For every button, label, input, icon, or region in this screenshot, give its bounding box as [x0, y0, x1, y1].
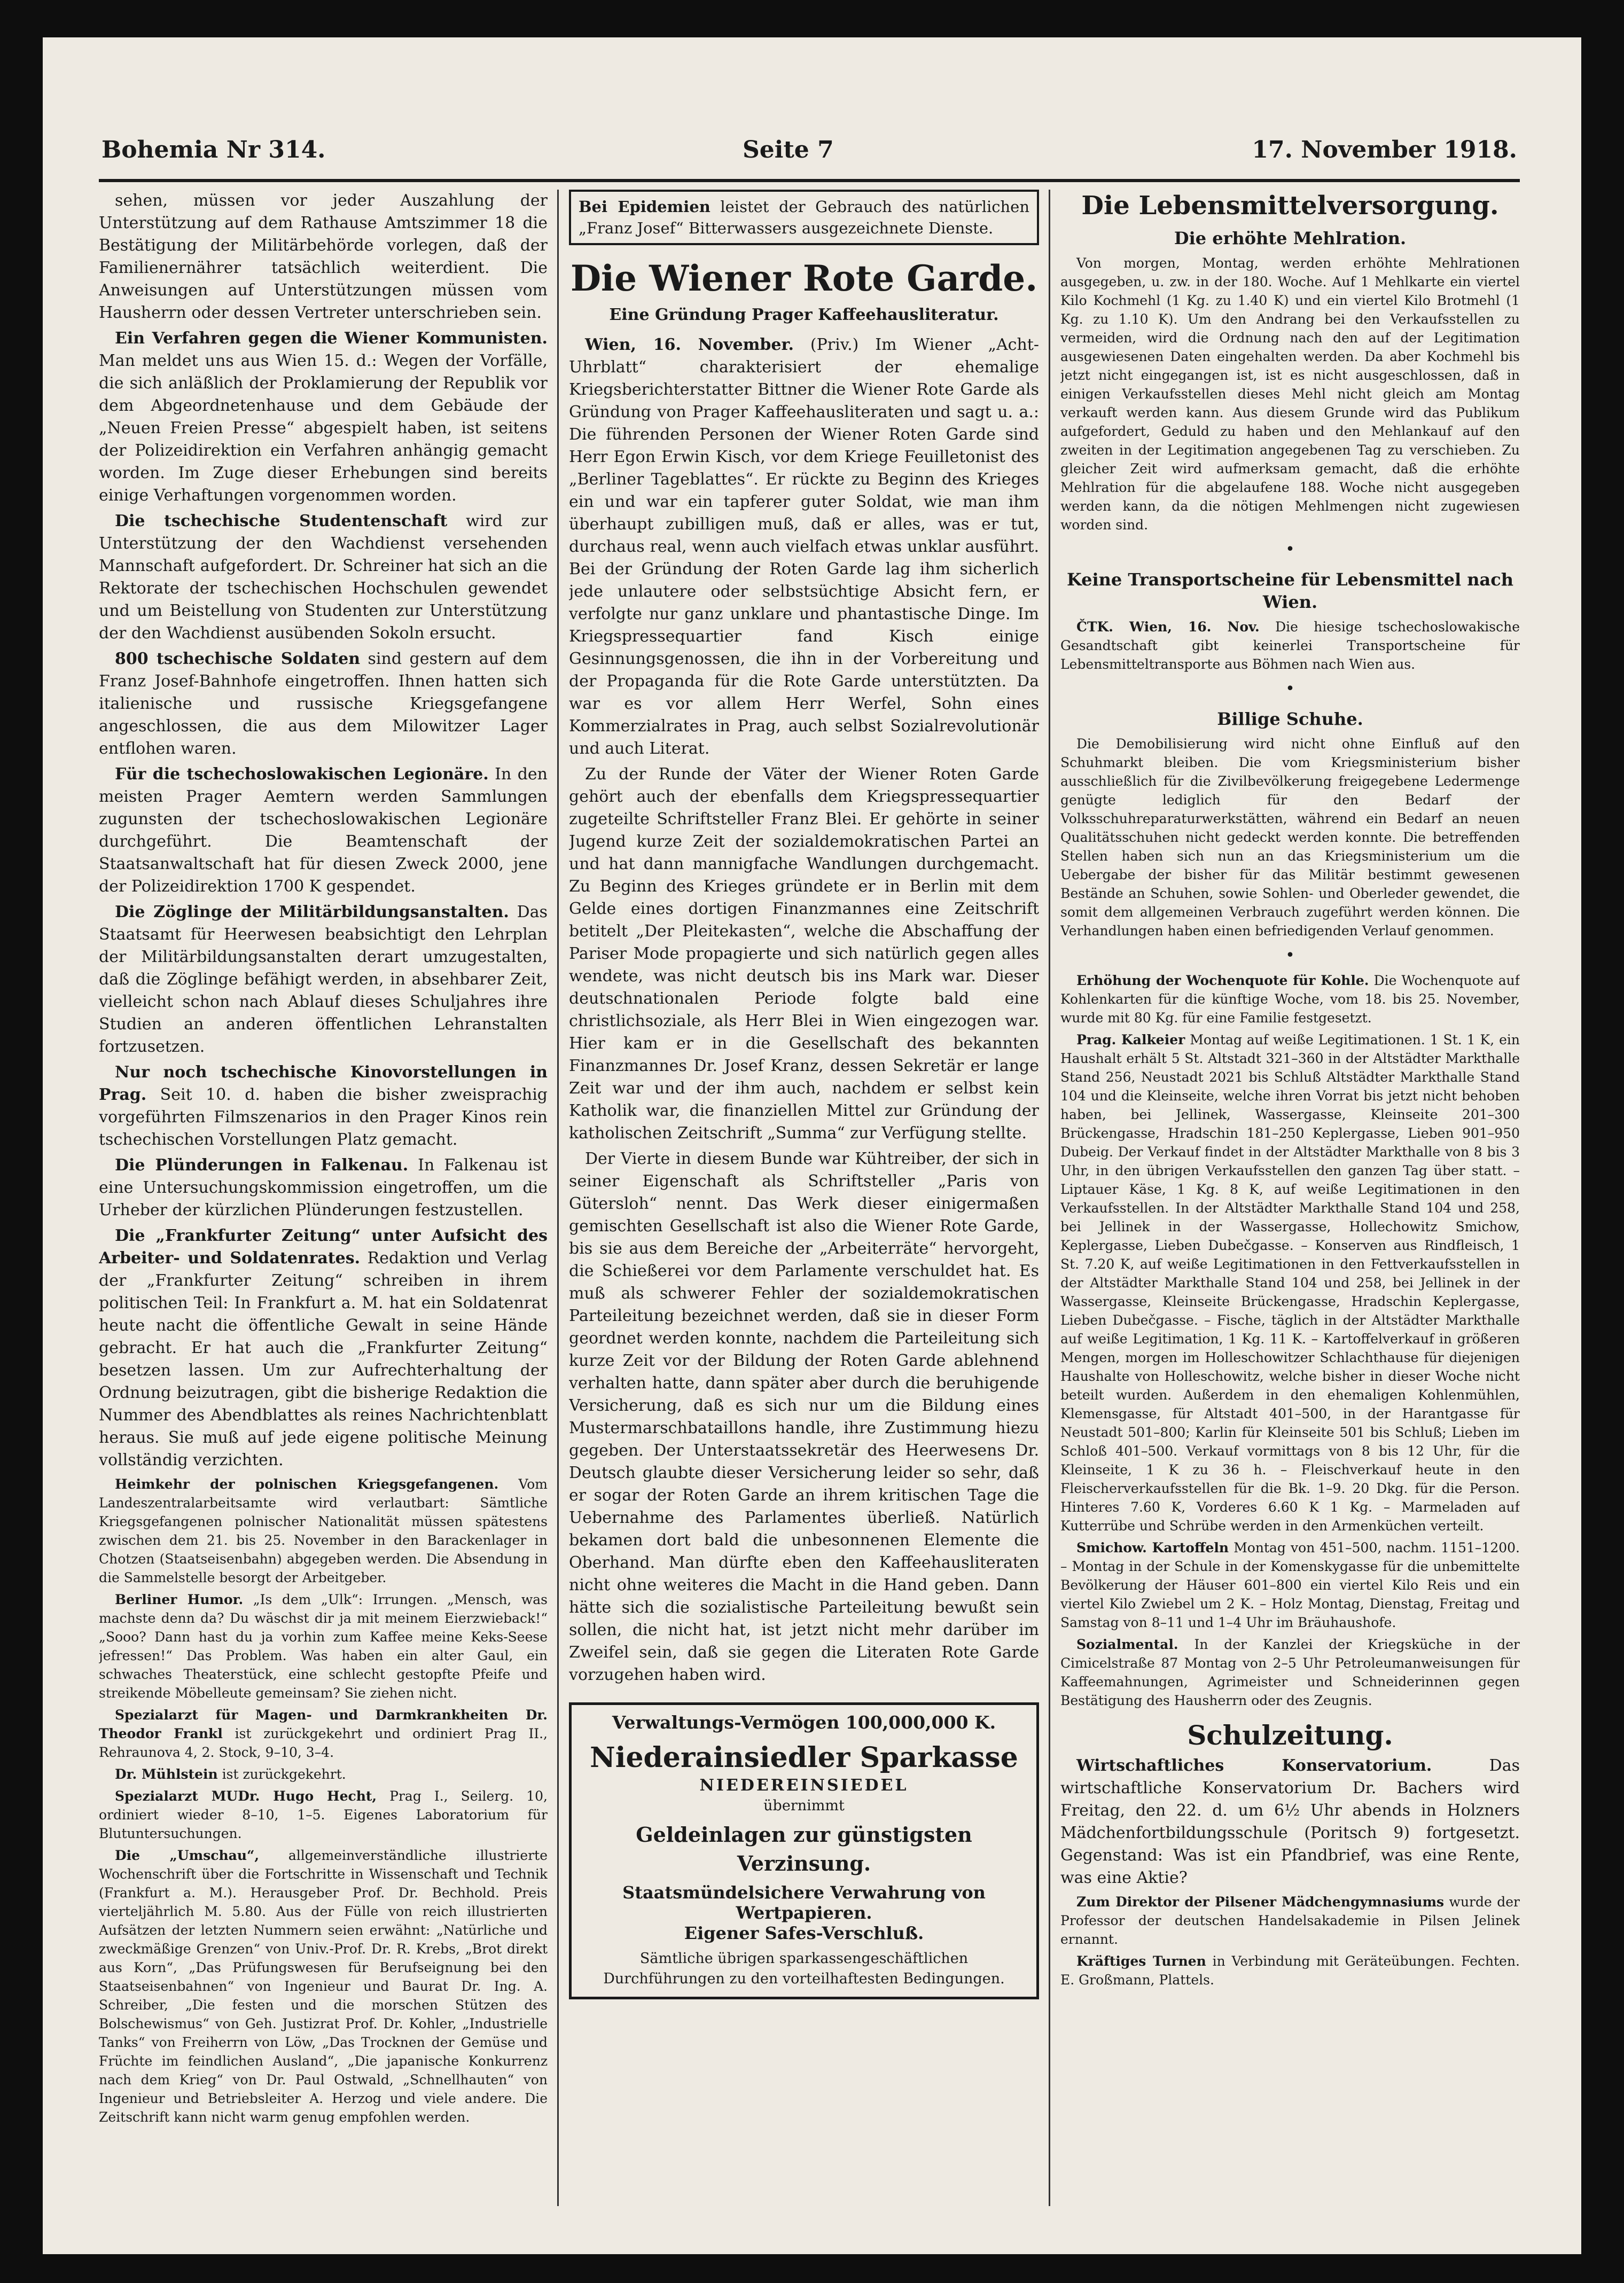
ad-line: Staatsmündelsichere Verwahrung von Wertpapieren.: [622, 1882, 986, 1923]
paragraph: [99, 510, 548, 645]
paragraph: [569, 763, 1039, 1145]
paragraph-text: Redaktion und Verlag der „Frankfurter Zeitung“ schreiben in ihrem politischen Teil: In Frankfurt a. M. hat ein Soldatenrat heute nacht die öffentliche Gewalt in seine Hände gebracht. Er hat auch die „Frankfurter Zeitung“ besetzen lassen. Um zur Aufrechterhaltung der Ordnung beizutragen, gibt die bisherige Redaktion die Nummer des Abendblattes als reines Nachrichtenblatt heraus. Sie muß auf jede eigene politische Meinung vollständig verzichten.: [99, 1249, 548, 1469]
advertisement: [569, 1702, 1039, 1999]
paragraph: [99, 648, 548, 760]
paragraph: [99, 1590, 548, 1702]
paragraph-text: Das wirtschaftliche Konservatorium Dr. Bachers wird Freitag, den 22. d. um 6½ Uhr abends in Holzners Mädchenfortbildungsschule (Poritsch 9) fortgesetzt. Gegenstand: Was ist ein Pfandbrief, was eine Rente, was eine Aktie?: [1060, 1756, 1520, 1887]
ad-line: übernimmt: [763, 1797, 845, 1814]
paragraph: [99, 1061, 548, 1151]
paragraph-lead: Kräftiges Turnen: [1076, 1953, 1206, 1969]
paragraph: [99, 1706, 548, 1762]
paragraph-lead: Wirtschaftliches Konservatorium.: [1076, 1756, 1432, 1775]
paragraph-text: wird zur Unterstützung der den Wachdienst versehenden Mannschaft aufgefordert. Dr. Schreiner hat sich an die Rektorate der tschechischen Hochschulen gewendet und um Beistellung von Studenten zur Unterstützung der den Wachdienst ausübenden Sokoln ersucht.: [99, 512, 548, 643]
paragraph: [1060, 1030, 1520, 1535]
paragraph-lead: Berliner Humor.: [115, 1592, 244, 1607]
notice-text: leistet der Gebrauch des natürlichen „Franz Josef“ Bitterwassers ausgezeichnete Dienste.: [579, 198, 1030, 237]
paragraph: [569, 334, 1039, 760]
paragraph-lead: Wien, 16. November.: [585, 335, 794, 354]
paragraph: [1060, 1538, 1520, 1632]
separator-dot: •: [1285, 946, 1295, 965]
paragraph: [1060, 617, 1520, 674]
paragraph-lead: Zum Direktor der Pilsener Mädchengymnasiums: [1076, 1894, 1445, 1910]
paragraph: [99, 1765, 548, 1784]
paragraph-lead: 800 tschechische Soldaten: [115, 650, 361, 668]
paragraph: [99, 901, 548, 1058]
issue-number: Bohemia Nr 314.: [102, 136, 326, 163]
separator-dot: •: [1285, 540, 1295, 559]
column-left: [99, 190, 548, 2206]
paragraph-lead: Spezialarzt für Magen- und Darmkrankheiten Dr. Theodor Frankl: [99, 1707, 548, 1741]
paragraph-text: sehen, müssen vor jeder Auszahlung der Unterstützung auf dem Rathause Amtszimmer 18 die Bestätigung der Militärbehörde vorlegen, daß der Familienernährer tatsächlich weiterdient. Die Anweisungen auf Unterstützungen müssen vom Hausherrn oder dessen Vertreter unterschrieben sein.: [99, 191, 548, 322]
newspaper-page: [43, 37, 1581, 2254]
paragraph-lead: Erhöhung der Wochenquote für Kohle.: [1076, 973, 1369, 988]
article-subtitle: Eine Gründung Prager Kaffeehausliteratur.: [609, 306, 999, 324]
paragraph: [99, 1154, 548, 1222]
paragraph-lead: Heimkehr der polnischen Kriegsgefangenen.: [115, 1476, 499, 1492]
section-title: Die Lebensmittelversorgung.: [1081, 191, 1499, 221]
issue-date: 17. November 1918.: [1252, 136, 1517, 163]
paragraph-text: Montag von 451–500, nachm. 1151–1200. – Montag in der Schule in der Komenskygasse für die unbemittelte Bevölkerung der Häuser 601–800 ein viertel Kilo Reis und ein viertel Kilo Zwiebel um 2 K. – Holz Montag, Dienstag, Freitag und Samstag von 8–11 und 1–4 Uhr im Bräuhaushofe.: [1060, 1540, 1520, 1630]
paragraph-lead: Ein Verfahren gegen die Wiener Kommunisten.: [115, 329, 548, 348]
paragraph: [99, 1846, 548, 2126]
paragraph: Von morgen, Montag, werden erhöhte Mehlrationen ausgegeben, u. zw. in der 180. Woche. Auf 1 Mehlkarte ein viertel Kilo Kochmehl (1 Kg. zu 1.40 K) und ein viertel Kilo Brotmehl (1 Kg. zu 1.10 K). Um den Andrang bei den Verkaufsstellen zu vermeiden, wird die Ordnung nach den auf der Legitimation ausgewiesenen Daten eingehalten werden. Da aber Kochmehl bis jetzt nicht eingegangen ist, ist es nicht ausgeschlossen, daß in einigen Verkaufsstellen dieses Mehl nicht gleich am Montag verkauft werden kann. Aus diesem Grunde wird das Publikum aufgefordert, Geduld zu haben und den Mehlankauf auf den zweiten in der Legitimation angegebenen Tag zu verschieben. Zu gleicher Zeit wird aufmerksam gemacht, daß die erhöhte Mehlration für die abgelaufene 188. Woche nicht ausgegeben werden kann, da die nötigen Mehlmengen nicht zugewiesen worden sind.: [1060, 255, 1520, 533]
subsection-title: Keine Transportscheine für Lebensmittel nach Wien.: [1066, 569, 1514, 612]
paragraph: [1060, 971, 1520, 1027]
article-title: Die Wiener Rote Garde.: [570, 257, 1038, 299]
paragraph-lead: Die „Frankfurter Zeitung“ unter Aufsicht des Arbeiter- und Soldatenrates.: [99, 1226, 548, 1268]
header-rule: [99, 179, 1520, 182]
paragraph-text: wurde der Professor der deutschen Handelsakademie in Pilsen Jelinek ernannt.: [1060, 1894, 1520, 1947]
paragraph-text: Die Wochenquote auf Kohlenkarten für die künftige Woche, vom 18. bis 25. November, wurde mit 80 Kg. für eine Familie festgesetzt.: [1060, 973, 1520, 1026]
paragraph-text: Prag I., Seilerg. 10, ordiniert wieder 8–10, 1–5. Eigenes Laboratorium für Blutuntersuchungen.: [99, 1788, 548, 1841]
ad-line: Sämtliche übrigen sparkassengeschäftlichen Durchführungen zu den vorteilhaftesten Bedingungen.: [603, 1950, 1005, 1987]
paragraph-lead: Die tschechische Studentenschaft: [115, 512, 448, 530]
subsection-title: Billige Schuhe.: [1217, 709, 1363, 729]
paragraph-text: Das Staatsamt für Heerwesen beabsichtigt den Lehrplan der Militärbildungsanstalten derart umzugestalten, daß die Zöglinge befähigt werden, in absehbarer Zeit, vielleicht schon nach Ablauf dieses Schuljahres ihre Studien an anderen öffentlichen Lehranstalten fortzusetzen.: [99, 903, 548, 1056]
paragraph-text: In der Kanzlei der Kriegsküche in der Cimicelstraße 87 Montag von 2–5 Uhr Petroleumanweisungen für Kaffeemahnungen, Agrimeister und Schneiderinnen gegen Bestätigung des Hausherrn oder des Zeugnis.: [1060, 1637, 1520, 1708]
paragraph-lead: Smichow. Kartoffeln: [1076, 1540, 1229, 1555]
column-divider: [1049, 190, 1050, 2206]
paragraph-lead: Prag. Kalkeier: [1076, 1032, 1185, 1047]
paragraph-text: „Is dem „Ulk“: Irrungen. „Mensch, was machste denn da? Du wäschst dir ja mit meinem Eierzwieback!“ „Sooo? Dann hast du ja vorhin zum Kaffee meine Keks-Seese jefressen!“ Das Problem. Was haben ein alter Gaul, ein schwaches Theaterstück, eine schlecht gestopfte Pfeife und streikende Möbelleute gemeinsam? Sie ziehen nicht.: [99, 1592, 548, 1701]
ad-headline: Geldeinlagen zur günstigsten Verzinsung.: [636, 1823, 972, 1875]
page-header: [102, 131, 1517, 174]
notice-lead: Bei Epidemien: [579, 198, 710, 216]
paragraph-text: Vom Landeszentralarbeitsamte wird verlautbart: Sämtliche Kriegsgefangenen polnischer Nationalität müssen spätestens zwischen dem 21. bis 25. November in den Barackenlager in Chotzen (Staatseisenbahn) abgegeben werden. Die Absendung in die Sammelstelle besorgt der Arbeitgeber.: [99, 1476, 548, 1585]
paragraph-text: in Verbindung mit Geräteübungen. Fechten. E. Großmann, Plattels.: [1060, 1953, 1520, 1988]
paragraph-lead: Die Zöglinge der Militärbildungsanstalten.: [115, 903, 509, 921]
ad-place: NIEDEREINSIEDEL: [699, 1776, 909, 1795]
section-title: Schulzeitung.: [1187, 1719, 1393, 1751]
paragraph-text: ist zurückgekehrt und ordiniert Prag II., Rehraunova 4, 2. Stock, 9–10, 3–4.: [99, 1726, 548, 1760]
separator-dot: •: [1285, 679, 1295, 698]
paragraph-text: (Priv.) Im Wiener „Acht-Uhrblatt“ charakterisiert der ehemalige Kriegsberichterstatter Bittner die Wiener Rote Garde als Gründung von Prager Kaffeehausliteraten und sagt u. a.: Die führenden Personen der Wiener Roten Garde sind Herr Egon Erwin Kisch, vor dem Kriege Feuilletonist des „Berliner Tageblattes“. Er rückte zu Beginn des Krieges ein und war ein tapferer guter Soldat, wie man ihm überhaupt zubilligen muß, daß er alles, was er tut, durchaus real, wenn auch vielfach etwas unklar ausführt. Bei der Gründung der Roten Garde lag ihm sicherlich jede unlautere oder selbstsüchtige Absicht fern, er verfolgte nur ganz unklare und phantastische Dinge. Im Kriegspressequartier fand Kisch einige Gesinnungsgenossen, die ihn in der Vorbereitung und der Propaganda für die Rote Garde unterstützten. Da war es vor allem Herr Werfel, Sohn eines Kommerzialrates in Prag, auch selbst Sozialrevolutionär und auch Literat.: [569, 335, 1039, 758]
paragraph-text: ist zurückgekehrt.: [217, 1766, 346, 1782]
paragraph: [99, 1787, 548, 1843]
paragraph: [99, 1475, 548, 1587]
column-divider: [557, 190, 559, 2206]
paragraph-text: Zu der Runde der Väter der Wiener Roten Garde gehört auch der ebenfalls dem Kriegspressequartier zugeteilte Schriftsteller Franz Blei. Er gehörte in seiner Jugend kurze Zeit der sozialdemokratischen Partei an und hat dann mannigfache Wandlungen durchgemacht. Zu Beginn des Krieges gründete er in Berlin mit dem Gelde eines dortigen Finanzmannes eine Zeitschrift betitelt „Der Pleitekasten“, welche die Abschaffung der Pariser Mode propagierte und sich natürlich gegen alles wendete, was nicht deutsch bis ins Mark war. Dieser deutschnationalen Periode folgte bald eine christlichsoziale, als Herr Blei in Wien eingezogen war. Hier kam er in die Gesellschaft des bekannten Finanzmannes Dr. Josef Kranz, dessen Sekretär er lange Zeit war und der ihm auch, nachdem er selbst kein Katholik war, die finanziellen Mittel zur Gründung der katholischen Zeitschrift „Summa“ zur Verfügung stellte.: [569, 765, 1039, 1143]
paragraph: [99, 763, 548, 898]
paragraph-lead: Dr. Mühlstein: [115, 1766, 218, 1782]
paragraph: [1060, 1893, 1520, 1949]
paragraph-text: In Falkenau ist eine Untersuchungskommission eingetroffen, um die Urheber der kürzlichen Plünderungen festzustellen.: [99, 1156, 548, 1219]
ad-bank-name: Niederainsiedler Sparkasse: [590, 1741, 1018, 1774]
column-right: [1060, 190, 1520, 2206]
paragraph-text: allgemeinverständliche illustrierte Wochenschrift über die Fortschritte in Wissenschaft und Technik (Frankfurt a. M.). Herausgeber Prof. Dr. Bechhold. Preis vierteljährlich M. 5.80. Aus der Fülle von reich illustrierten Aufsätzen der letzten Nummern seien erwähnt: „Natürliche und zweckmäßige Grenzen“ von Univ.-Prof. Dr. R. Krebs, „Brot direkt aus Korn“, „Das Prüfungswesen für Berufseignung bei den Staatseisenbahnen“ von Ingenieur und Baurat Dr. Ing. A. Schreiber, „Die festen und die morschen Stützen des Bolschewismus“ von Geh. Justizrat Prof. Dr. Kohler, „Industrielle Tanks“ von Freiherrn von Löw, „Das Trocknen der Gemüse und Früchte im feindlichen Ausland“, „Die japanische Konkurrenz nach dem Krieg“ von Dr. Paul Ostwald, „Schnellhauten“ von Ingenieur und Betriebsleiter A. Herzog und viele andere. Die Zeitschrift kann nicht warm genug empfohlen werden.: [99, 1848, 548, 2125]
page-number: Seite 7: [743, 136, 834, 163]
ad-line: Eigener Safes-Verschluß.: [684, 1923, 924, 1943]
ad-capital: Verwaltungs-Vermögen 100,000,000 K.: [612, 1712, 996, 1733]
paragraph-lead: Spezialarzt MUDr. Hugo Hecht,: [115, 1788, 377, 1804]
notice-box: [569, 190, 1039, 245]
paragraph: [99, 1225, 548, 1472]
paragraph-text: Seit 10. d. haben die bisher zweisprachig vorgeführten Filmszenarios in den Prager Kinos rein tschechischen Vorstellungen Platz gemacht.: [99, 1085, 548, 1149]
paragraph: [1060, 1952, 1520, 1989]
paragraph: [569, 1148, 1039, 1686]
paragraph-text: In den meisten Prager Aemtern werden Sammlungen zugunsten der tschechoslowakischen Legionäre durchgeführt. Die Beamtenschaft der Staatsanwaltschaft hat für diesen Zweck 2000, jene der Polizeidirektion 1700 K gespendet.: [99, 765, 548, 896]
paragraph: [99, 327, 548, 507]
paragraph-lead: Sozialmental.: [1076, 1637, 1178, 1652]
paragraph-text: Montag auf weiße Legitimationen. 1 St. 1 K, ein Haushalt erhält 5 St. Altstadt 321–360 in der Altstädter Markthalle Stand 256, Neustadt 2021 bis Schluß Altstädter Markthalle Stand 104 und die Kleinseite, welche ihren Vorrat bis jetzt nicht behoben haben, bei Jellinek, Wassergasse, Kleinseite 201–300 Brückengasse, Hradschin 181–250 Keplergasse, Lieben 901–950 Dubeig. Der Verkauf findet in der Altstädter Markthalle von 8 bis 3 Uhr, in den übrigen Verkaufsstellen den ganzen Tag über statt. – Liptauer Käse, 1 Kg. 8 K, auf weiße Legitimationen in den Verkaufsstellen. In der Altstädter Markthalle Stand 104 und 258, bei Jellinek in der Wassergasse, Hollechowitz Smichow, Keplergasse, Lieben Dubečgasse. – Konserven aus Rindfleisch, 1 St. 7.20 K, auf weiße Legitimationen in den Fettverkaufsstellen in der Altstädter Markthalle Stand 104 und 258, bei Jellinek in der Wassergasse, Kleinseite Brückengasse, Hradschin Keplergasse, Lieben Dubečgasse. – Fische, täglich in der Altstädter Markthalle auf weiße Legitimation, 1 Kg. 11 K. – Kartoffelverkauf in größeren Mengen, morgen im Holleschowitzer Schlachthause für diejenigen Haushalte von Holleschowitz, welche bisher in dieser Woche nicht beteilt wurden. Außerdem in den ehemaligen Kohlenmühlen, Klemensgasse, für Altstadt 401–500, in der Harantgasse für Neustadt 501–800; Karlin für Kleinseite 501 bis Schluß; Lieben im Schloß 401–500. Verkauf vormittags von 8 bis 12 Uhr, für die Kleinseite, 1 K zu 36 h. – Fleischverkauf heute in den Fleischerverkaufsstellen für die Bk. 1–9. 20 Dkg. für die Person. Hinteres 7.60 K, Vorderes 6.60 K 1 Kg. – Marmeladen auf Kutterrübe und Schrübe werden in den Armenküchen verteilt.: [1060, 1032, 1520, 1534]
paragraph-text: Die hiesige tschechoslowakische Gesandtschaft gibt keinerlei Transportscheine für Lebensmitteltransporte aus Böhmen nach Wien aus.: [1060, 619, 1520, 672]
column-middle: [569, 190, 1039, 2206]
paragraph-lead: Nur noch tschechische Kinovorstellungen in Prag.: [99, 1063, 548, 1104]
paragraph-text: Man meldet uns aus Wien 15. d.: Wegen der Vorfälle, die sich anläßlich der Proklamierung der Republik vor dem Abgeordnetenhause und dem Gebäude der „Neuen Freien Presse“ abgespielt haben, ist seitens der Polizeidirektion ein Verfahren anhängig gemacht worden. Im Zuge dieser Erhebungen sind bereits einige Verhaftungen vorgenommen worden.: [99, 351, 548, 505]
paragraph: Die Demobilisierung wird nicht ohne Einfluß auf den Schuhmarkt bleiben. Die vom Kriegsministerium bisher ausschließlich für die Zivilbevölkerung freigegebene Ledermenge genügte lediglich für den Bedarf der Volksschuhreparaturwerkstätten, während ein Bedarf an neuen Qualitätsschuhen nicht gedeckt werden konnte. Die betreffenden Stellen haben sich nun an das Kriegsministerium um die Uebergabe der bisher für das Militär bestimmt gewesenen Bestände an Schuhen, sowie Sohlen- und Oberleder gewendet, die somit dem allgemeinen Verbrauch zugeführt werden können. Die Verhandlungen haben einen befriedigenden Verlauf genommen.: [1060, 736, 1520, 939]
paragraph-text: sind gestern auf dem Franz Josef-Bahnhofe eingetroffen. Ihnen hatten sich italienische und russische Kriegsgefangene angeschlossen, die aus dem Milowitzer Lager entflohen waren.: [99, 650, 548, 758]
paragraph: [1060, 1755, 1520, 1889]
paragraph: [1060, 1635, 1520, 1710]
paragraph-lead: ČTK. Wien, 16. Nov.: [1076, 619, 1260, 635]
article-body: [569, 334, 1039, 1686]
paragraph-lead: Die Plünderungen in Falkenau.: [115, 1156, 409, 1175]
paragraph-lead: Die „Umschau“,: [115, 1848, 260, 1863]
paragraph-lead: Für die tschechoslowakischen Legionäre.: [115, 765, 489, 784]
paragraph: [99, 190, 548, 324]
paragraph-text: Der Vierte in diesem Bunde war Kühtreiber, der sich in seiner Eigenschaft als Schriftsteller „Paris von Gütersloh“ nennt. Das Werk dieser einigermaßen gemischten Gesellschaft ist also die Wiener Rote Garde, bis sie aus dem Bereiche der „Arbeiterräte“ hervorgeht, die Schießerei vor dem Parlamente verschuldet hat. Es muß als schwerer Fehler der sozialdemokratischen Parteileitung bezeichnet werden, daß sie in dieser Form geordnet werden konnte, nachdem die Parteileitung sich kurze Zeit vor der Bildung der Roten Garde ablehnend verhalten hatte, dann später aber durch die beruhigende Versicherung, daß es sich nur um die Bildung eines Mustermarschbataillons handle, ihre Zustimmung hiezu gegeben. Der Unterstaatssekretär des Heerwesens Dr. Deutsch glaubte dieser Versicherung leider so sehr, daß er sogar der Roten Garde an ihrem kritischen Tage die Uebernahme des Parlamentes überließ. Natürlich bekamen dort bald die unbesonnenen Elemente die Oberhand. Man dürfte eben den Kaffeehausliteraten nicht ohne weiteres die Macht in die Hand geben. Dann hätte sich die sozialistische Parteileitung bewußt sein sollen, die nicht hat, ist jetzt nicht mehr darüber im Zweifel sein, daß sie gegen die Literaten Rote Garde vorzugehen haben wird.: [569, 1150, 1039, 1684]
subsection-title: Die erhöhte Mehlration.: [1174, 228, 1407, 248]
